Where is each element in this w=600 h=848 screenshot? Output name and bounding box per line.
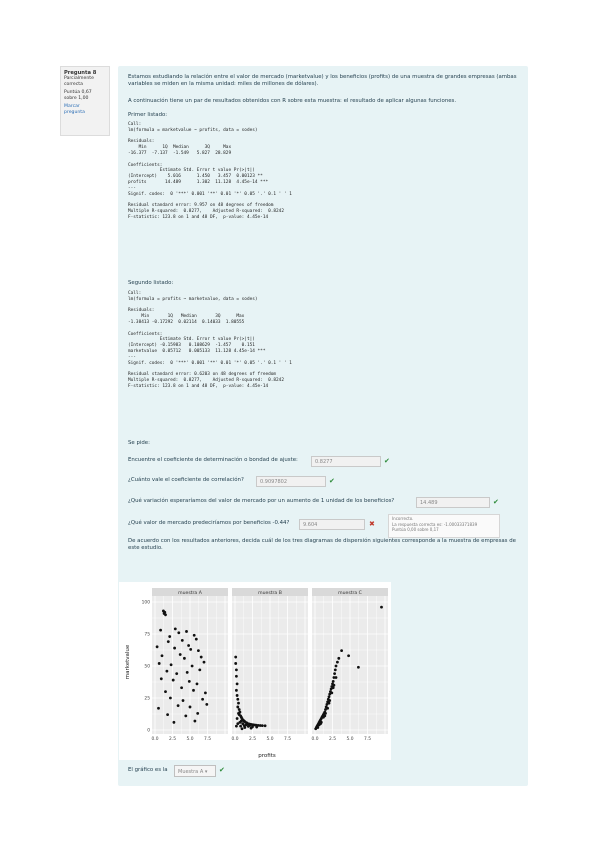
data-point <box>243 726 246 729</box>
data-point <box>160 677 163 680</box>
y-axis-label: marketvalue <box>125 644 131 680</box>
data-point <box>177 631 180 634</box>
first-listing-label: Primer listado: <box>128 112 168 118</box>
data-point <box>173 647 176 650</box>
data-point <box>336 661 339 664</box>
q1-correct-check-icon: ✔ <box>384 457 390 465</box>
data-point <box>347 654 350 657</box>
question-score: Puntúa 0,67 sobre 1,00 <box>64 90 92 101</box>
data-point <box>163 611 166 614</box>
data-point <box>164 690 167 693</box>
data-point <box>236 706 239 709</box>
x-tick-label: 2.5 <box>249 737 256 742</box>
request-label: Se pide: <box>128 440 150 446</box>
data-point <box>188 680 191 683</box>
x-tick-label: 0.0 <box>151 737 159 742</box>
q1-label: Encuentre el coeficiente de determinación o bondad de ajuste: <box>128 457 298 463</box>
data-point <box>179 653 182 656</box>
data-point <box>332 680 335 683</box>
data-point <box>328 695 331 698</box>
intro-paragraph-1: Estamos estudiando la relación entre el valor de mercado (marketvalue) y los beneficios (profits) de una muestra de grandes empresas (ambas variables se miden en la misma unidad: miles de millones de dólares). <box>128 74 517 87</box>
panel-title-3: muestra C <box>338 590 362 596</box>
data-point <box>197 649 200 652</box>
data-point <box>261 724 264 727</box>
data-point <box>167 640 170 643</box>
data-point <box>203 661 206 664</box>
x-tick-label: 2.5 <box>169 737 176 742</box>
data-point <box>184 715 187 718</box>
data-point <box>234 662 237 665</box>
data-point <box>172 679 175 682</box>
x-tick-label: 5.0 <box>266 737 274 742</box>
select-correct-check-icon: ✔ <box>219 766 225 774</box>
data-point <box>168 635 171 638</box>
data-point <box>239 725 242 728</box>
data-point <box>236 694 239 697</box>
data-point <box>159 629 162 632</box>
data-point <box>173 721 176 724</box>
chevron-down-icon: ▾ <box>204 769 208 775</box>
q2-label: ¿Cuánto vale el coeficiente de correlación? <box>128 477 244 483</box>
data-point <box>264 724 267 727</box>
x-tick-label: 5.0 <box>346 737 354 742</box>
data-point <box>250 727 253 730</box>
q4-feedback-score: Puntúa 0,00 sobre 0,17 <box>392 527 439 533</box>
data-point <box>326 707 329 710</box>
second-listing-label: Segundo listado: <box>128 280 174 286</box>
x-tick-label: 7.5 <box>364 737 371 742</box>
y-tick-label: 0 <box>147 728 150 734</box>
panel-title-1: muestra A <box>178 590 202 596</box>
data-point <box>192 689 195 692</box>
q2-answer-input[interactable]: 0.9097802 <box>256 476 326 487</box>
data-point <box>204 691 207 694</box>
x-tick-label: 7.5 <box>284 737 291 742</box>
data-point <box>238 708 241 711</box>
data-point <box>183 657 186 660</box>
data-point <box>319 722 322 725</box>
data-point <box>198 668 201 671</box>
data-point <box>186 671 189 674</box>
data-point <box>236 722 239 725</box>
x-tick-label: 0.0 <box>231 737 239 742</box>
sample-select-dropdown[interactable] <box>174 765 216 777</box>
q2-correct-check-icon: ✔ <box>329 477 335 485</box>
data-point <box>333 672 336 675</box>
panel-title-2: muestra B <box>258 590 282 596</box>
data-point <box>340 649 343 652</box>
data-point <box>324 712 327 715</box>
data-point <box>169 697 172 700</box>
second-r-listing: Call: lm(formula = profits ~ marketvalue, data = sodes) Residuals: Min 1Q Median 3Q Max -1.38413 -0.17292 0.02114 0.14033 1.80555 Coefficients: Estimate Std. Error t value Pr(>|t|) (Intercept) -0.15983 0.108629 -1.457 0.151 marketvalue 0.05712 0.005133 11.128 4.45e-14 *** --- Signif. codes: 0 '***' 0.001 '**' 0.01 '*' 0.05 '.' 0.1 ' ' 1 Residual standard error: 0.6203 on 48 degrees of freedom Multiple R-squared: 0.8277, Adjusted R-squared: 0.8242 F-statistic: 123.8 on 1 and 48 DF, p-value: 4.45e-14 <box>128 291 292 389</box>
data-point <box>255 726 258 729</box>
q4-label: ¿Qué valor de mercado predeciríamos por beneficios -0.44? <box>128 520 290 526</box>
data-point <box>166 670 169 673</box>
q4-feedback-correct-answer: La respuesta correcta es: -1.00033371839 <box>392 521 478 527</box>
data-point <box>235 725 238 728</box>
data-point <box>337 657 340 660</box>
sample-select-value: Muestra A <box>178 769 204 775</box>
q4-feedback-popup <box>388 514 500 538</box>
scatter-plots-figure <box>119 582 391 760</box>
x-tick-label: 2.5 <box>329 737 336 742</box>
first-r-listing: Call: lm(formula = marketvalue ~ profits, data = sodes) Residuals: Min 1Q Median 3Q Max -16.377 -7.137 -1.549 5.827 28.829 Coefficients: Estimate Std. Error t value Pr(>|t|) (Intercept) 5.016 1.450 3.457 0.00123 ** profits 14.489 1.302 11.128 4.45e-14 *** --- Signif. codes: 0 '***' 0.001 '**' 0.01 '*' 0.05 '.' 0.1 ' ' 1 Residual standard error: 9.957 on 48 degrees of freedom Multiple R-squared: 0.8277, Adjusted R-squared: 0.8242 F-statistic: 123.8 on 1 and 48 DF, p-value: 4.45e-14 <box>128 122 292 220</box>
q4-answer-input[interactable]: 9.604 <box>299 519 365 530</box>
data-point <box>187 644 190 647</box>
data-point <box>180 686 183 689</box>
data-point <box>236 683 239 686</box>
data-point <box>158 662 161 665</box>
data-point <box>235 675 238 678</box>
data-point <box>200 656 203 659</box>
data-point <box>157 707 160 710</box>
data-point <box>328 699 331 702</box>
data-point <box>241 727 244 730</box>
plots-intro: De acuerdo con los resultados anteriores, decida cuál de los tres diagramas de dispersión siguientes corresponde a la muestra de empresas de este estudio. <box>128 538 516 551</box>
y-tick-label: 50 <box>144 664 150 670</box>
data-point <box>189 706 192 709</box>
data-point <box>333 684 336 687</box>
data-point <box>234 656 237 659</box>
data-point <box>177 704 180 707</box>
data-point <box>235 668 238 671</box>
data-point <box>335 665 338 668</box>
data-point <box>316 726 319 729</box>
data-point <box>182 699 185 702</box>
y-tick-label: 25 <box>144 696 150 702</box>
question-info-panel <box>60 66 110 136</box>
data-point <box>380 606 383 609</box>
data-point <box>332 686 335 689</box>
data-point <box>357 666 360 669</box>
data-point <box>237 702 240 705</box>
y-tick-label: 100 <box>141 600 150 606</box>
data-point <box>195 638 198 641</box>
data-point <box>170 663 173 666</box>
intro-paragraph-2: A continuación tiene un par de resultados obtenidos con R sobre esta muestra: el resultado de aplicar algunas funciones. <box>128 98 457 104</box>
x-axis-label: profits <box>258 753 276 759</box>
data-point <box>175 672 178 675</box>
data-point <box>156 645 159 648</box>
data-point <box>194 720 197 723</box>
data-point <box>193 634 196 637</box>
data-point <box>323 715 326 718</box>
q1-answer-input[interactable]: 0.8277 <box>311 456 381 467</box>
data-point <box>174 627 177 630</box>
data-point <box>334 668 337 671</box>
data-point <box>191 665 194 668</box>
data-point <box>236 717 239 720</box>
q3-correct-check-icon: ✔ <box>493 498 499 506</box>
data-point <box>181 639 184 642</box>
select-label: El gráfico es la <box>128 767 168 773</box>
data-point <box>235 689 238 692</box>
data-point <box>166 713 169 716</box>
q3-label: ¿Qué variación esperaríamos del valor de mercado por un aumento de 1 unidad de los beneficios? <box>128 498 395 504</box>
q3-answer-input[interactable]: 14.489 <box>416 497 490 508</box>
x-tick-label: 5.0 <box>186 737 194 742</box>
data-point <box>196 712 199 715</box>
flag-question-link[interactable]: Marcar pregunta <box>64 104 85 115</box>
q4-incorrect-cross-icon: ✖ <box>369 520 375 528</box>
data-point <box>247 725 250 728</box>
data-point <box>196 683 199 686</box>
x-tick-label: 7.5 <box>204 737 211 742</box>
data-point <box>236 698 239 701</box>
data-point <box>335 676 338 679</box>
data-point <box>185 630 188 633</box>
x-tick-label: 0.0 <box>311 737 319 742</box>
data-point <box>328 702 331 705</box>
data-point <box>201 698 204 701</box>
q4-feedback-status: Incorrecto. <box>392 516 414 521</box>
data-point <box>205 703 208 706</box>
data-point <box>237 712 240 715</box>
data-point <box>330 691 333 694</box>
question-number: Pregunta 8 <box>64 70 97 76</box>
question-status: Parcialmente correcta <box>64 76 94 87</box>
data-point <box>164 613 167 616</box>
y-tick-label: 75 <box>144 632 150 638</box>
data-point <box>161 654 164 657</box>
data-point <box>189 648 192 651</box>
